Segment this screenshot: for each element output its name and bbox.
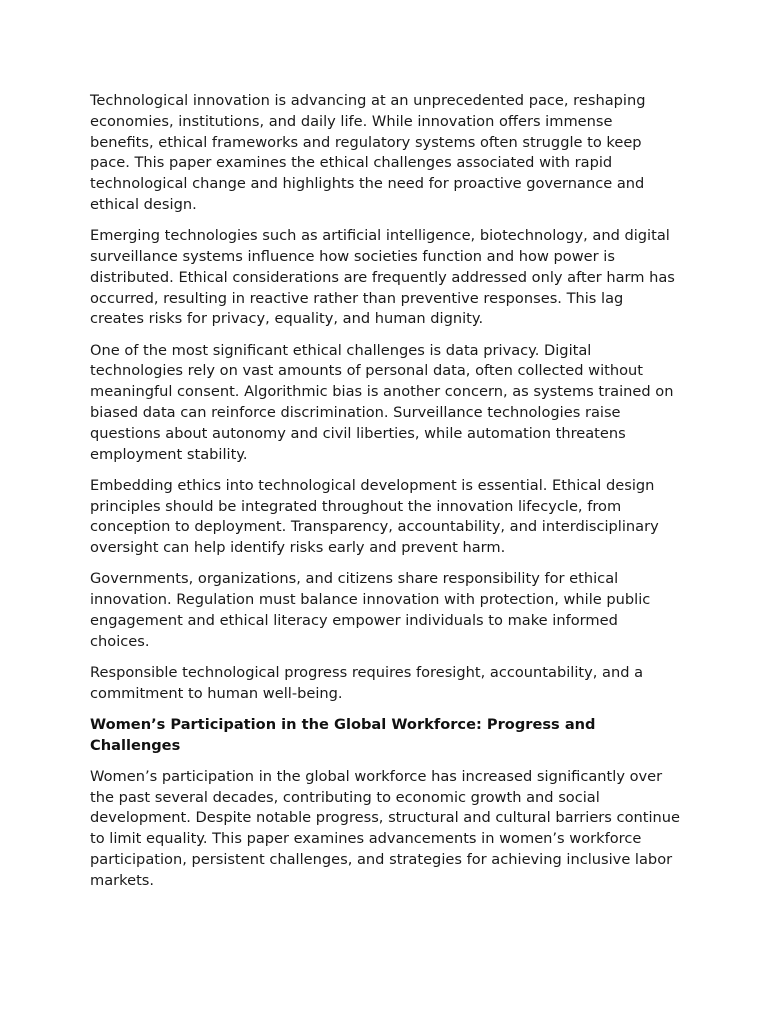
paragraph: Women’s participation in the global workforce has increased significantly over the past several decades, contributing to economic growth and social development. Despite notable progress, structural and cultural barriers continue to limit equality. This paper examines advancements in women’s workforce participation, persistent challenges, and strategies for achieving inclusive labor markets. (90, 767, 680, 889)
paragraph: One of the most significant ethical challenges is data privacy. Digital technologies rely on vast amounts of personal data, often collected without meaningful consent. Algorithmic bias is another concern, as systems trained on biased data can reinforce discrimination. Surveillance technologies raise questions about autonomy and civil liberties, while automation threatens employment stability. (90, 341, 674, 463)
section-heading: Women’s Participation in the Global Workforce: Progress and Challenges (90, 715, 596, 754)
paragraph: Embedding ethics into technological development is essential. Ethical design principles should be integrated throughout the innovation lifecycle, from conception to deployment. Transparency, accountability, and interdisciplinary oversight can help identify risks early and prevent harm. (90, 476, 659, 557)
paragraph: Emerging technologies such as artificial intelligence, biotechnology, and digital surveillance systems influence how societies function and how power is distributed. Ethical considerations are frequently addressed only after harm has occurred, resulting in reactive rather than preventive responses. This lag creates risks for privacy, equality, and human dignity. (90, 227, 675, 328)
document-page (90, 91, 680, 902)
paragraph: Governments, organizations, and citizens share responsibility for ethical innovation. Regulation must balance innovation with protection, while public engagement and ethical literacy empower individuals to make informed choices. (90, 570, 651, 650)
paragraph: Technological innovation is advancing at an unprecedented pace, reshaping economies, institutions, and daily life. While innovation offers immense benefits, ethical frameworks and regulatory systems often struggle to keep pace. This paper examines the ethical challenges associated with rapid technological change and highlights the need for proactive governance and ethical design. (90, 92, 646, 213)
paragraph: Responsible technological progress requires foresight, accountability, and a commitment to human well-being. (90, 663, 644, 702)
